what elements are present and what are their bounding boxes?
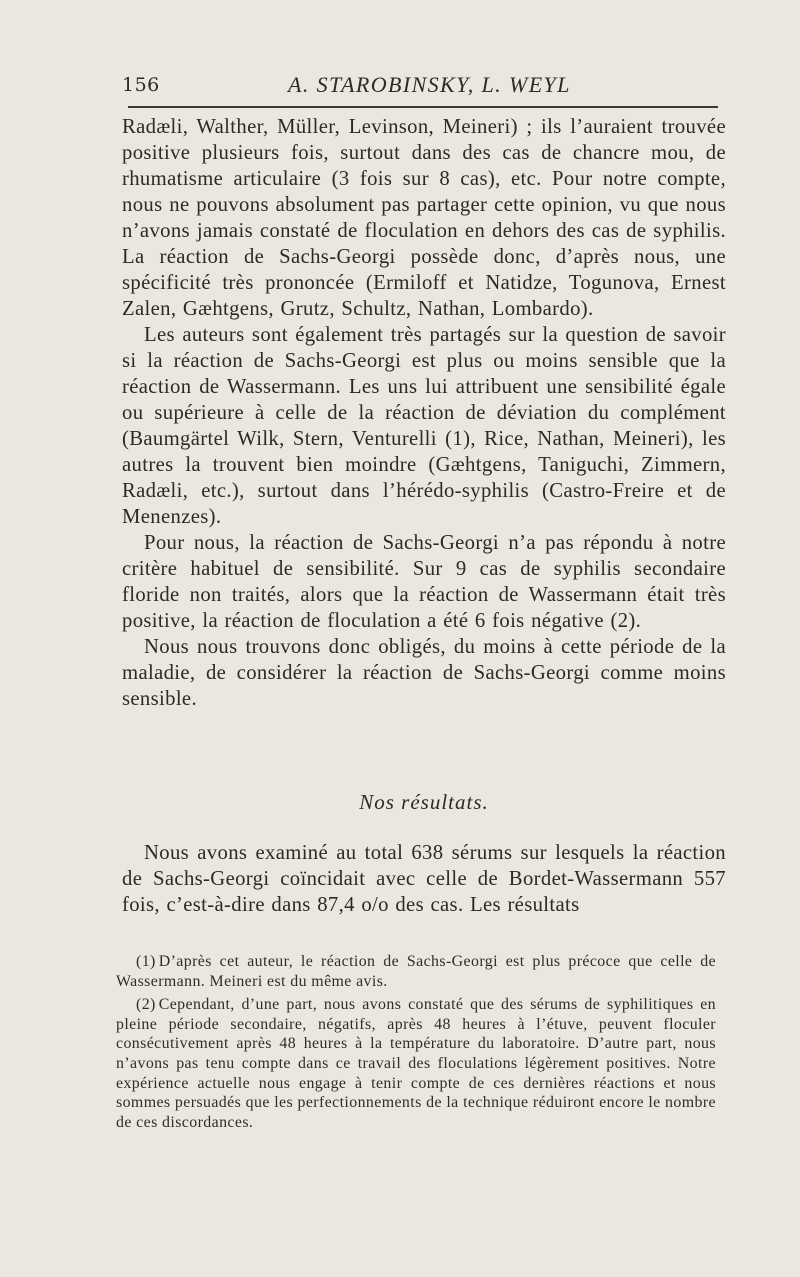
results-text — [122, 840, 726, 918]
footnote-text: D’après cet auteur, le réaction de Sachs-Georgi est plus précoce que celle de Wassermann. Meineri est du même avis. — [116, 953, 716, 990]
paragraph-results: Nous avons examiné au total 638 sérums sur lesquels la réaction de Sachs-Georgi coïncidait avec celle de Bordet-Wassermann 557 fois, c’est-à-dire dans 87,4 o/o des cas. Les résultats — [122, 842, 726, 916]
footnotes — [116, 952, 716, 1136]
page-header — [122, 72, 722, 102]
running-title: A. STAROBINSKY, L. WEYL — [288, 72, 571, 97]
header-rule — [128, 106, 718, 108]
paragraph-sensitivity: Les auteurs sont également très partagés sur la question de savoir si la réaction de Sachs-Georgi est plus ou moins sensible que la réaction de Wassermann. Les uns lui attribuent une sensibilité égale ou supérieure à celle de la réaction de déviation du complément (Baumgärtel Wilk, Stern, Venturelli (1), Rice, Nathan, Meineri), les autres la trouvent bien moindre (Gæhtgens, Taniguchi, Zimmern, Radæli, etc.), surtout dans l’hérédo-syphilis (Castro-Freire et de Menenzes). — [122, 324, 726, 528]
footnote-marker: (2) — [136, 996, 156, 1014]
page-number: 156 — [122, 74, 160, 96]
section-heading: Nos résultats. — [359, 790, 489, 814]
paragraph-criterion: Pour nous, la réaction de Sachs-Georgi n’a pas répondu à notre critère habituel de sensibilité. Sur 9 cas de syphilis secondaire floride non traités, alors que la réaction de Wassermann était très positive, la réaction de floculation a été 6 fois négative (2). — [122, 532, 726, 632]
footnote-marker: (1) — [136, 953, 156, 970]
footnote-1 — [116, 952, 716, 991]
paragraph-conclusion: Nous nous trouvons donc obligés, du moins à cette période de la maladie, de considérer la réaction de Sachs-Georgi comme moins sensible. — [122, 636, 726, 710]
footnote-2 — [116, 995, 716, 1132]
paragraph-continuation: Radæli, Walther, Müller, Levinson, Meineri) ; ils l’auraient trouvée positive plusieurs fois, surtout dans des cas de chancre mou, de rhumatisme articulaire (3 fois sur 8 cas), etc. Pour notre compte, nous ne pouvons absolument pas partager cette opinion, vu que nous n’avons jamais constaté de floculation en dehors des cas de syphilis. La réaction de Sachs-Georgi possède donc, d’après nous, une spécificité très prononcée (Ermiloff et Natidze, Togunova, Ernest Zalen, Gæhtgens, Grutz, Schultz, Nathan, Lombardo). — [122, 116, 726, 320]
main-text — [122, 114, 726, 712]
footnote-text: Cependant, d’une part, nous avons constaté que des sérums de syphilitiques en pleine période secondaire, négatifs, après 48 heures à l’étuve, peuvent floculer consécutivement après 48 heures à la température du laboratoire. D’autre part, nous n’avons pas tenu compte dans ce travail des floculations légèrement positives. Notre expérience actuelle nous engage à tenir compte de ces dernières réactions et nous sommes persuadés que les perfectionnements de la technique réduiront encore le nombre de ces discordances. — [116, 996, 716, 1131]
